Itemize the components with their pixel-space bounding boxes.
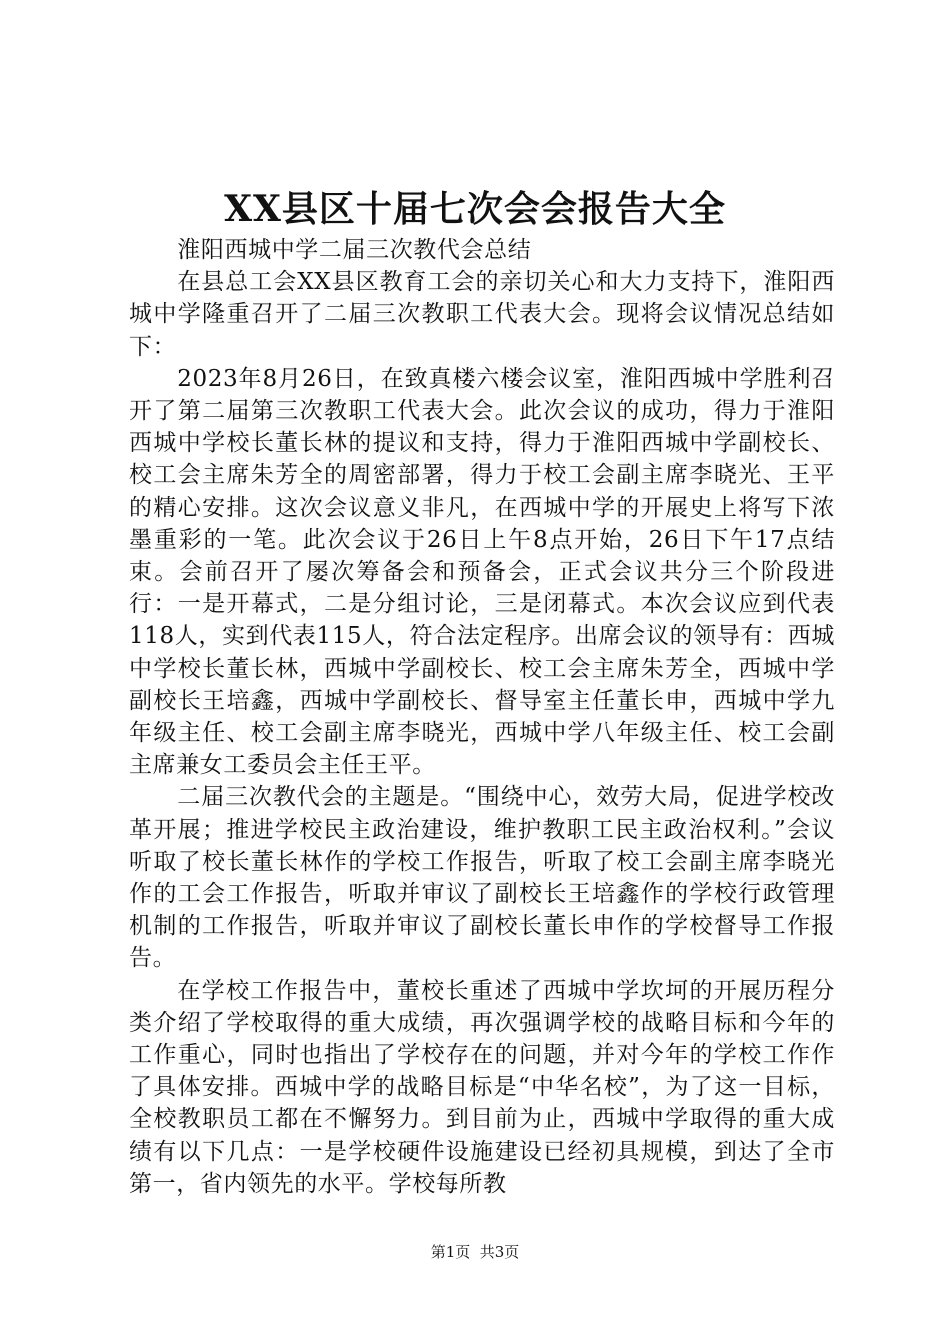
paragraph-meeting-theme: 二届三次教代会的主题是。“围绕中心，效劳大局，促进学校改革开展；推进学校民主政治建设，维护教职工民主政治权利。”会议听取了校长董长林作的学校工作报告，听取了校工会副主席李晓光作的工会工作报告，听取并审议了副校长王培鑫作的学校行政管理机制的工作报告，听取并审议了副校长董长申作的学校督导工作报告。	[129, 784, 835, 972]
page-number-footer: 第1页 共3页	[430, 1243, 520, 1261]
paragraph-work-report: 在学校工作报告中，董校长重述了西城中学坎坷的开展历程分类介绍了学校取得的重大成绩，再次强调学校的战略目标和今年的工作重心，同时也指出了学校存在的问题，并对今年的学校工作作了具体安排。西城中学的战略目标是“中华名校”，为了这一目标，全校教职员工都在不懈努力。到目前为止，西城中学取得的重大成绩有以下几点：一是学校硬件设施建设已经初具规模，到达了全市第一，省内领先的水平。学校每所教	[129, 977, 835, 1197]
document-title: XX县区十届七次会会报告大全	[224, 188, 726, 230]
paragraph-intro: 在县总工会XX县区教育工会的亲切关心和大力支持下，淮阳西城中学隆重召开了二届三次教职工代表大会。现将会议情况总结如下：	[129, 269, 835, 360]
paragraph-meeting-details: 2023年8月26日，在致真楼六楼会议室，淮阳西城中学胜利召开了第二届第三次教职工代表大会。此次会议的成功，得力于淮阳西城中学校长董长林的提议和支持，得力于淮阳西城中学副校长、校工会主席朱芳全的周密部署，得力于校工会副主席李晓光、王平的精心安排。这次会议意义非凡，在西城中学的开展史上将写下浓墨重彩的一笔。此次会议于26日上午8点开始，26日下午17点结束。会前召开了屡次筹备会和预备会，正式会议共分三个阶段进行：一是开幕式，二是分组讨论，三是闭幕式。本次会议应到代表118人，实到代表115人，符合法定程序。出席会议的领导有：西城中学校长董长林，西城中学副校长、校工会主席朱芳全，西城中学副校长王培鑫，西城中学副校长、督导室主任董长申，西城中学九年级主任、校工会副主席李晓光，西城中学八年级主任、校工会副主席兼女工委员会主任王平。	[129, 365, 835, 779]
document-body	[129, 234, 835, 1200]
paragraph-subtitle: 淮阳西城中学二届三次教代会总结	[177, 237, 532, 263]
